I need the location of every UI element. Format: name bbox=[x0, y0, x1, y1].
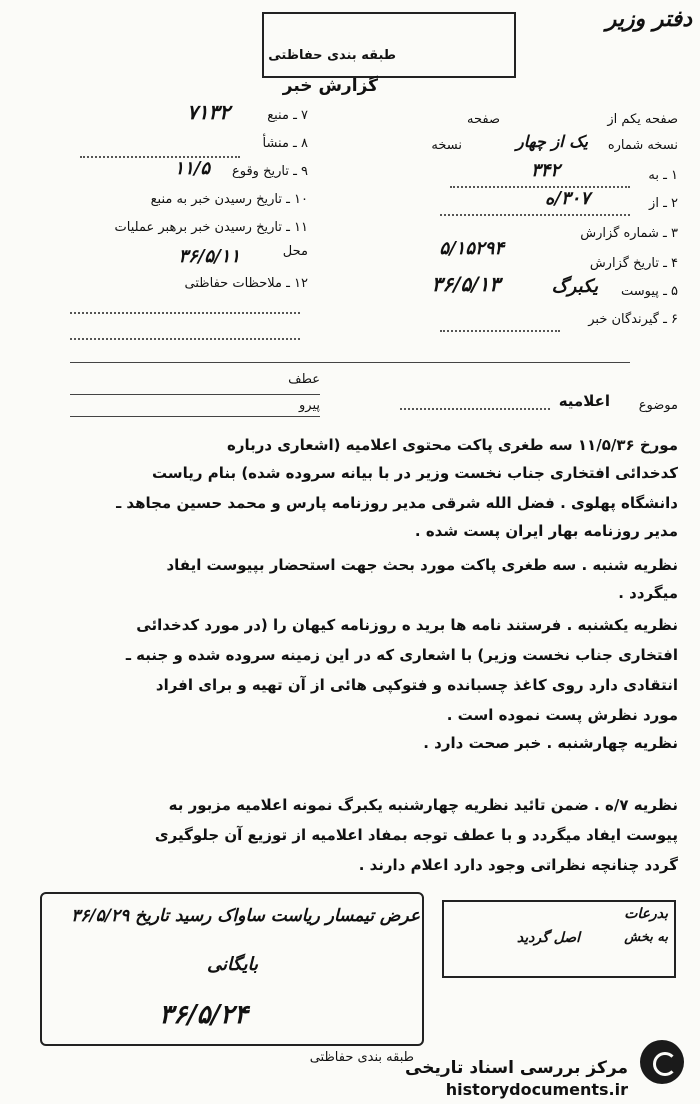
body-line: مورخ ۱۱/۵/۳۶ سه طغری پاکت محتوی اعلامیه (اشعاری درباره bbox=[226, 436, 678, 454]
corner-handwriting: دفتر وزیر bbox=[605, 6, 692, 32]
routing-line-2: به بخش bbox=[624, 930, 668, 945]
body-line: میگردد . bbox=[618, 584, 678, 602]
field-2-label: ۲ ـ از bbox=[649, 196, 678, 211]
field-2-value: ۳۰۷/ه bbox=[544, 188, 590, 209]
field-3-label: ۳ ـ شماره گزارش bbox=[580, 226, 678, 241]
routing-line-3: اصل گردید bbox=[516, 930, 580, 946]
atf-line bbox=[70, 394, 320, 395]
peyro-line bbox=[70, 416, 320, 417]
field-11-label: ۱۱ ـ تاریخ رسیدن خبر برهبر عملیات bbox=[114, 220, 308, 235]
field-4-label: ۴ ـ تاریخ گزارش bbox=[589, 256, 678, 271]
field-5-label: ۵ ـ پیوست bbox=[621, 284, 678, 299]
minute-note: عرض تیمسار ریاست ساواک رسید تاریخ ۳۶/۵/۲۹ bbox=[71, 906, 420, 926]
field-8-dots bbox=[80, 156, 240, 158]
body-line: نظریه چهارشنبه . خبر صحت دارد . bbox=[423, 734, 678, 752]
subject-label: موضوع bbox=[638, 398, 678, 413]
field-11-place-label: محل bbox=[282, 244, 308, 259]
archive-paraph: بایگانی bbox=[207, 954, 258, 975]
body-line: افتخاری جناب نخست وزیر) با اشعاری که در این زمینه سروده شده و جنبه ـ bbox=[125, 646, 678, 664]
peyro-label: پیرو bbox=[299, 398, 320, 413]
classification-stamp-label: طبقه بندی حفاظتی bbox=[268, 48, 396, 63]
body-line: نظریه یکشنبه . فرستند نامه ها برید ه روزنامه کیهان را (در مورد کدخدائی bbox=[136, 616, 678, 634]
body-line: گردد چنانچه نظراتی وجود دارد اعلام دارند . bbox=[358, 856, 678, 874]
footer-org: مرکز بررسی اسناد تاریخی bbox=[405, 1058, 628, 1078]
field-8-label: ۸ ـ منشأ bbox=[262, 136, 308, 151]
field-9-value: ۱۱/۵ bbox=[174, 158, 210, 179]
body-line: نظریه شنبه . سه طغری پاکت مورد بحث جهت استحضار بپیوست ایفاد bbox=[166, 556, 678, 574]
field-11-value: ۳۶/۵/۱۱ bbox=[178, 246, 240, 267]
field-1-value: ۳۴۲ bbox=[530, 160, 560, 181]
routing-line-1: بدرعات bbox=[624, 906, 668, 922]
page-number-label: صفحه یکم از bbox=[607, 112, 678, 127]
body-line: مورد نظرش پست نموده است . bbox=[446, 706, 678, 724]
field-6-label: ۶ ـ گیرندگان خبر bbox=[588, 312, 678, 327]
atf-label: عطف bbox=[288, 372, 320, 387]
field-12-dots-2 bbox=[70, 338, 300, 340]
copy-label: نسخه bbox=[431, 138, 462, 153]
body-line: نظریه ۷/ه . ضمن تائید نظریه چهارشنبه یکبرگ نمونه اعلامیه مزبور به bbox=[168, 796, 678, 814]
footer-classification: طبقه بندی حفاظتی bbox=[309, 1050, 414, 1065]
body-line: دانشگاه پهلوی . فضل الله شرقی مدیر روزنامه پارس و محمد حسین مجاهد ـ bbox=[116, 494, 678, 512]
copy-number-value: یک از چهار bbox=[516, 132, 588, 151]
field-2-dots bbox=[440, 214, 630, 216]
body-line: انتقادی دارد روی کاغذ چسبانده و فتوکپی هائی از آن تهیه و برای افراد bbox=[155, 676, 678, 694]
body-line: پیوست ایفاد میگردد و با عطف توجه بمفاد اعلامیه از توزیع آن جلوگیری bbox=[154, 826, 678, 844]
field-4-value: ۳۶/۵/۱۳ bbox=[431, 272, 500, 296]
footer-url: historydocuments.ir bbox=[445, 1080, 628, 1099]
field-10-label: ۱۰ ـ تاریخ رسیدن خبر به منبع bbox=[150, 192, 308, 207]
field-12-label: ۱۲ ـ ملاحظات حفاظتی bbox=[184, 276, 308, 291]
body-line: کدخدائی افتخاری جناب نخست وزیر در با بیانه سروده شده) بنام ریاست bbox=[151, 464, 678, 482]
circled-date: ۳۶/۵/۲۴ bbox=[159, 1000, 248, 1030]
subject-dots bbox=[400, 408, 550, 410]
archive-logo-icon bbox=[640, 1040, 684, 1084]
copy-number-label: نسخه شماره bbox=[607, 138, 678, 153]
field-12-dots-1 bbox=[70, 312, 300, 314]
page-title: گزارش خبر bbox=[282, 76, 378, 96]
field-5-value: یکبرگ bbox=[551, 276, 598, 297]
field-1-dots bbox=[450, 186, 630, 188]
field-3-value: ۵/۱۵۲۹۴ bbox=[439, 238, 504, 259]
field-1-label: ۱ ـ به bbox=[648, 168, 678, 183]
subject-value: اعلامیه bbox=[558, 392, 610, 410]
body-line: مدیر روزنامه بهار ایران پست شده . bbox=[414, 522, 678, 540]
page-label: صفحه bbox=[467, 112, 500, 127]
top-divider bbox=[70, 362, 630, 363]
field-9-label: ۹ ـ تاریخ وقوع bbox=[231, 164, 308, 179]
field-6-dots bbox=[440, 330, 560, 332]
classification-stamp-box bbox=[262, 12, 516, 78]
field-7-label: ۷ ـ منبع bbox=[267, 108, 308, 123]
field-7-value: ۷۱۳۲ bbox=[187, 100, 230, 124]
